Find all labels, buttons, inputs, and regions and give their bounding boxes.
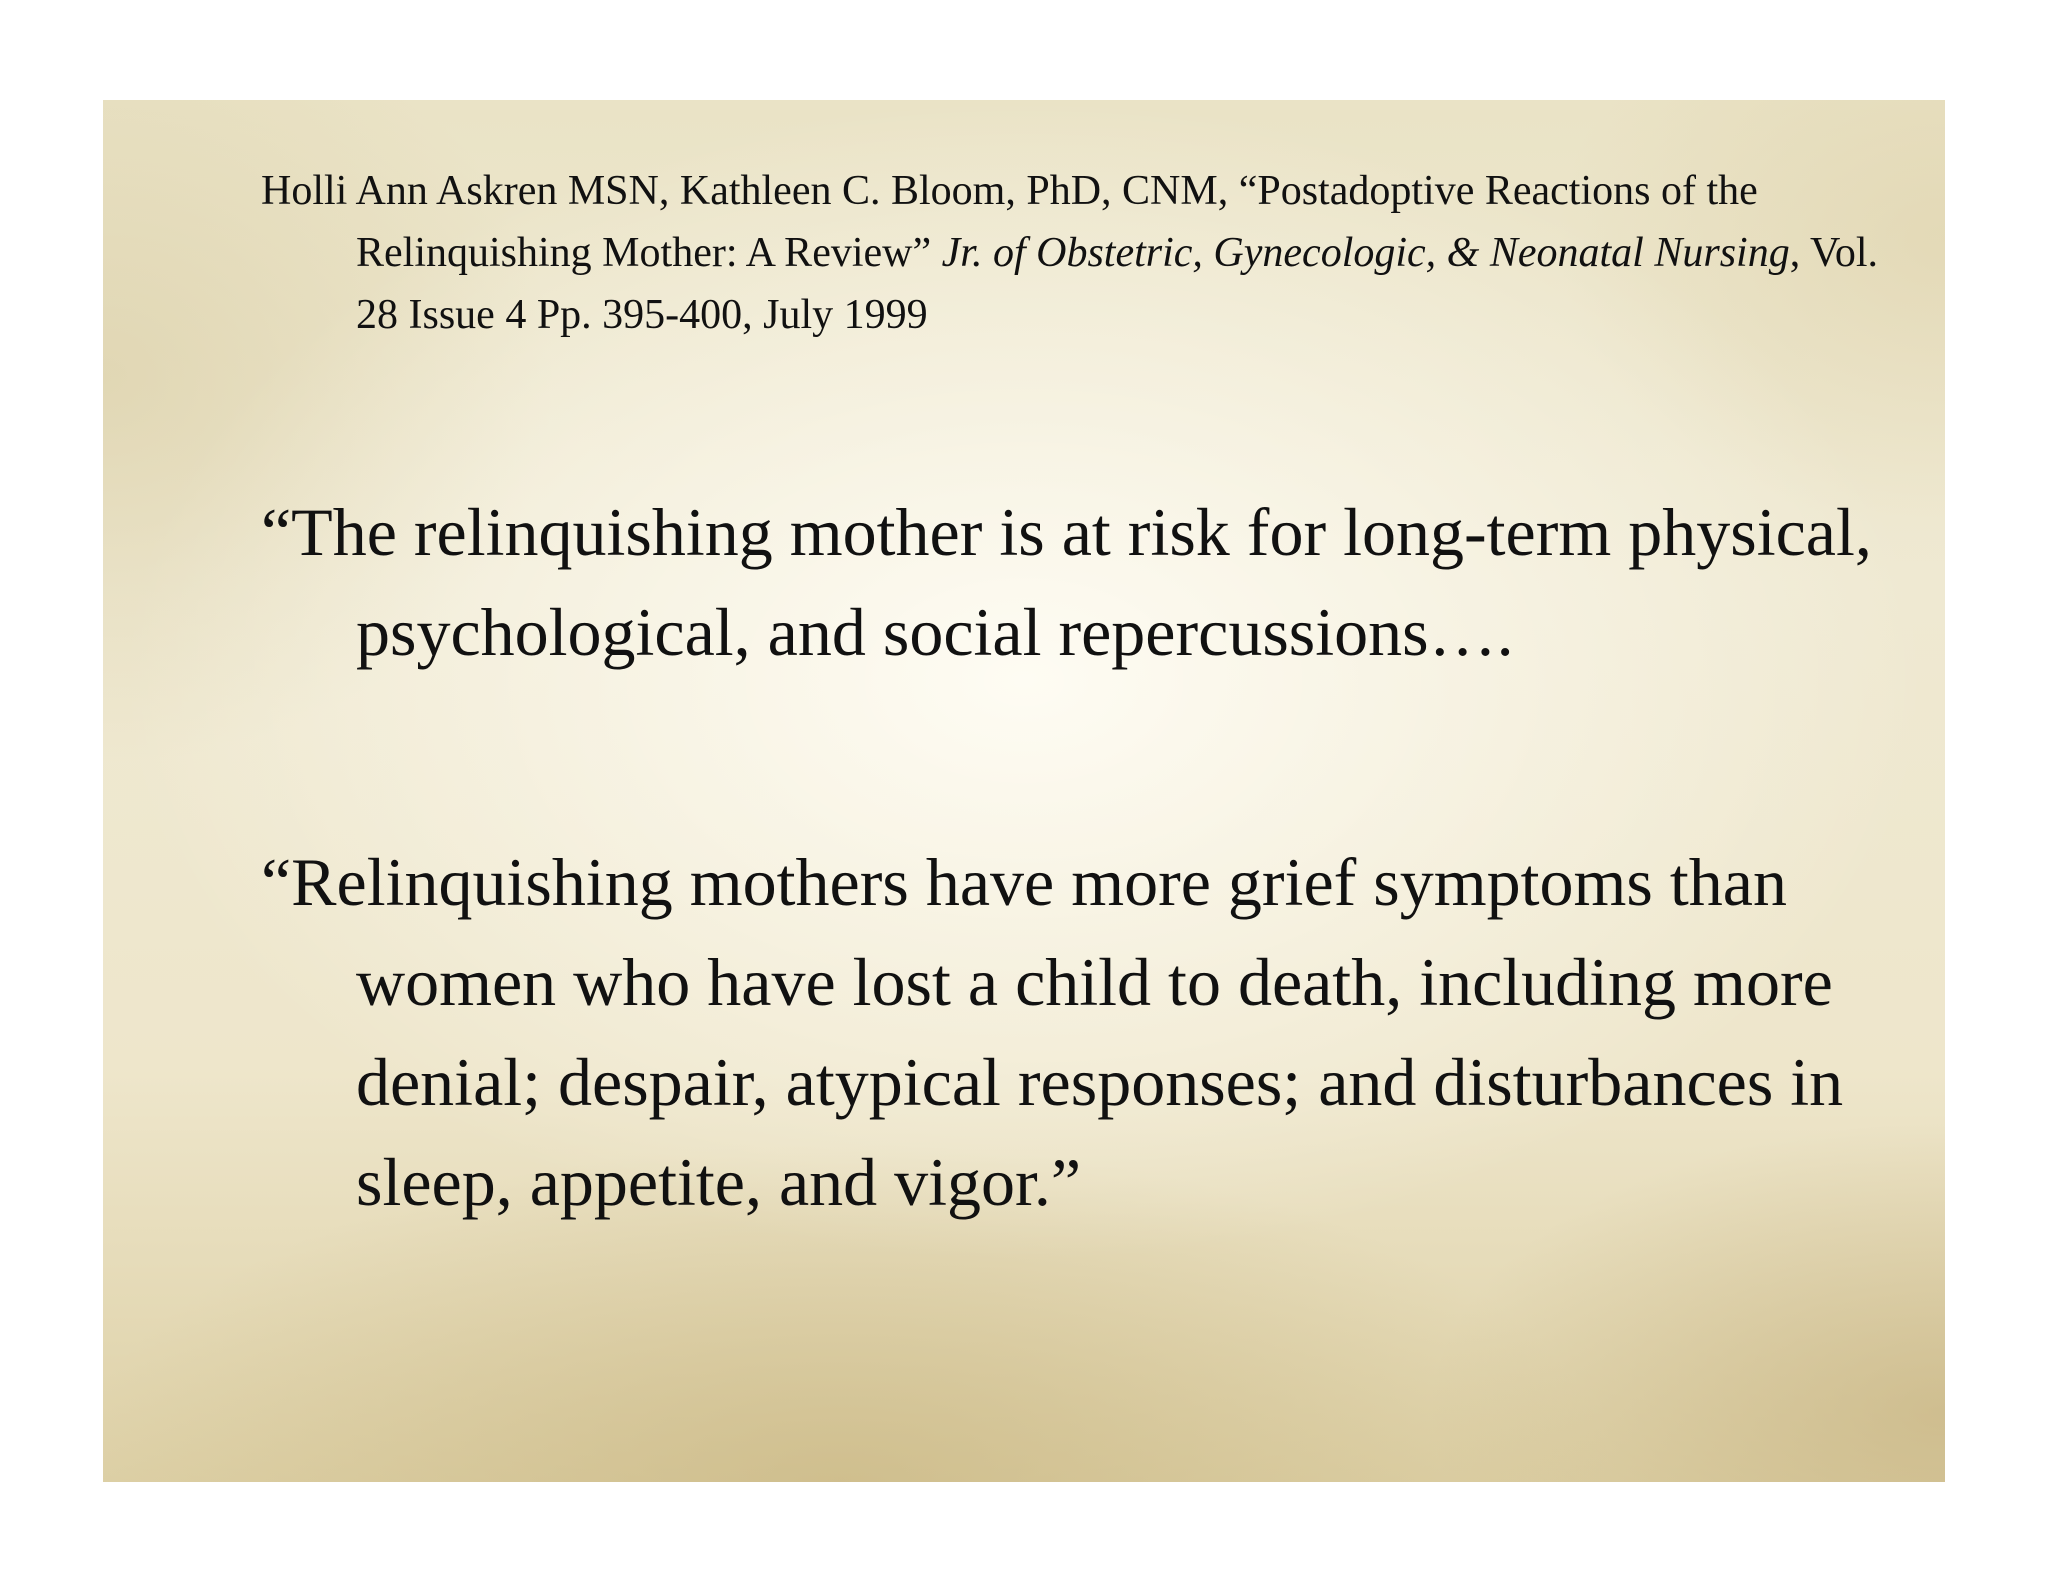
citation-volume-date: , Vol. 28 Issue 4 Pp. 395-400, July 1999 [356, 230, 1879, 338]
citation-journal: Jr. of Obstetric, Gynecologic, & Neonatal Nursing [941, 230, 1790, 276]
citation [261, 160, 1916, 346]
slide [103, 100, 1945, 1482]
quote-grief-symptoms: “Relinquishing mothers have more grief symptoms than women who have lost a child to death, including more denial; despair, atypical responses; and disturbances in sleep, appetite, and vigor.” [261, 844, 1844, 1220]
citation-authors-title: Holli Ann Askren MSN, Kathleen C. Bloom, PhD, CNM, “Postadoptive Reactions of the Relinquishing Mother: A Review” [261, 168, 1758, 276]
quote-relinquishing-risk: “The relinquishing mother is at risk for long-term physical, psychological, and social repercussions…. [261, 494, 1872, 670]
